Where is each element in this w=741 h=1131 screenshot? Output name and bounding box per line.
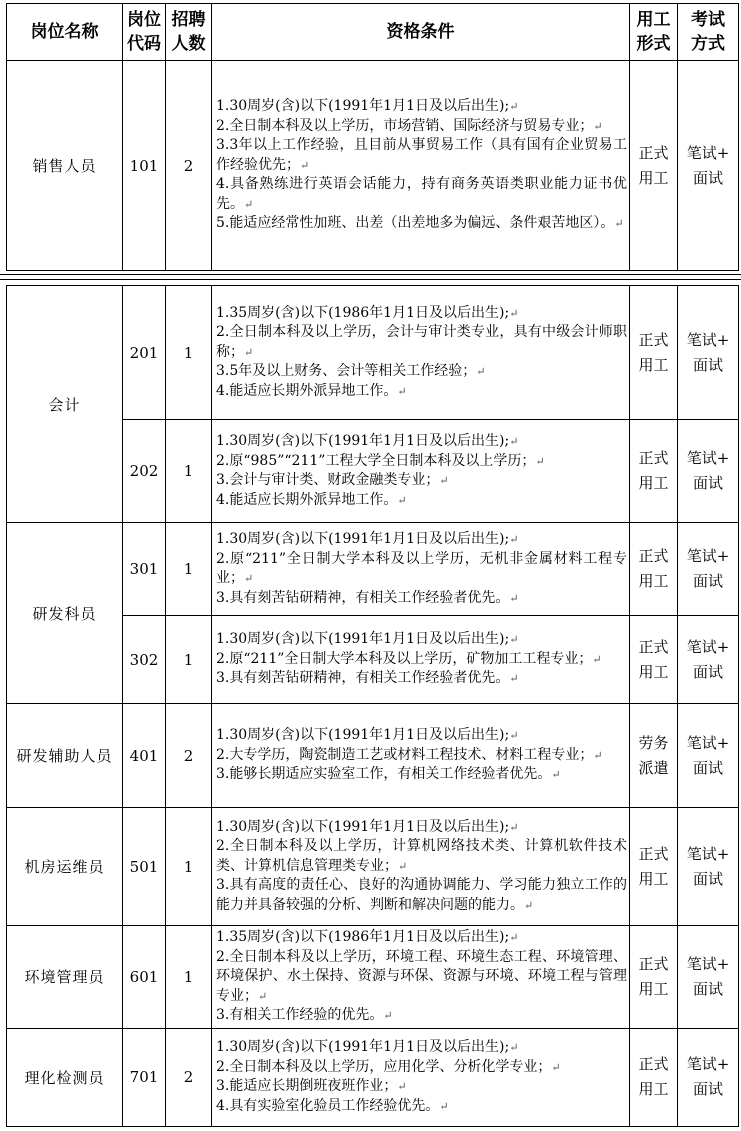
paragraph-mark: ↵ xyxy=(535,454,545,468)
paragraph-mark: ↵ xyxy=(244,345,254,359)
employment-type: 正式 用工 xyxy=(630,61,678,271)
exam-method: 笔试+ 面试 xyxy=(678,523,739,616)
paragraph-mark: ↵ xyxy=(593,119,603,133)
hire-count: 2 xyxy=(166,1028,212,1126)
paragraph-mark: ↵ xyxy=(509,435,519,448)
employment-type: 正式 用工 xyxy=(630,286,678,420)
table-row xyxy=(7,704,739,808)
exam-method: 笔试+ 面试 xyxy=(678,808,739,926)
paragraph-mark: ↵ xyxy=(509,306,519,320)
page-divider xyxy=(0,274,741,275)
position-code: 201 xyxy=(123,286,166,420)
employment-type: 正式 用工 xyxy=(630,420,678,523)
paragraph-mark: ↵ xyxy=(509,672,519,686)
header-exam-method: 考试 方式 xyxy=(678,4,739,61)
paragraph-mark: ↵ xyxy=(244,197,254,211)
table-row xyxy=(7,286,739,420)
employment-type: 正式 用工 xyxy=(630,1028,678,1126)
position-name: 研发科员 xyxy=(7,523,123,704)
paragraph-mark: ↵ xyxy=(439,1099,449,1113)
table-row xyxy=(7,523,739,616)
employment-type: 正式 用工 xyxy=(630,523,678,616)
qualification-conditions: 1.30周岁(含)以下(1991年1月1日及以后出生);↵ 2.原“211”全日制大学本科及以上学历，无机非金属材料工程专业；↵ 3.具有刻苦钻研精神，有相关工作经验者优先。↵ xyxy=(212,523,630,616)
header-code: 岗位 代码 xyxy=(123,4,166,61)
qualification-conditions: 1.35周岁(含)以下(1986年1月1日及以后出生);↵ 2.全日制本科及以上学历，环境工程、环境生态工程、环境管理、环境保护、水土保持、资源与环保、资源与环境、环境工程与管理专业；↵ 3.有相关工作经验的优先。↵ xyxy=(212,926,630,1029)
hire-count: 1 xyxy=(166,926,212,1029)
position-code: 701 xyxy=(123,1028,166,1126)
hire-count: 1 xyxy=(166,420,212,523)
paragraph-mark: ↵ xyxy=(551,768,561,782)
header-employment-type: 用工 形式 xyxy=(630,4,678,61)
qualification-conditions: 1.30周岁(含)以下(1991年1月1日及以后出生);↵ 2.原“211”全日制大学本科及以上学历，矿物加工工程专业；↵ 3.具有刻苦钻研精神，有相关工作经验者优先。↵ xyxy=(212,616,630,704)
exam-method: 笔试+ 面试 xyxy=(678,420,739,523)
exam-method: 笔试+ 面试 xyxy=(678,286,739,420)
paragraph-mark: ↵ xyxy=(509,633,519,647)
qualification-conditions: 1.30周岁(含)以下(1991年1月1日及以后出生);↵ 2.全日制本科及以上学历，市场营销、国际经济与贸易专业；↵ 3.3年以上工作经验，且目前从事贸易工作（具有国有企业贸易工作经验优先；↵ 4.具备熟练进行英语会话能力，持有商务英语类职业能力证书优先。↵ 5.能适应经常性加班、出差（出差地多为偏远、条件艰苦地区）。↵ xyxy=(212,61,630,271)
position-name: 环境管理员 xyxy=(7,926,123,1029)
paragraph-mark: ↵ xyxy=(300,158,310,172)
position-name: 会计 xyxy=(7,286,123,523)
table-row xyxy=(7,61,739,271)
paragraph-mark: ↵ xyxy=(509,820,519,834)
recruitment-table-main xyxy=(6,285,739,1127)
paragraph-mark: ↵ xyxy=(509,729,519,743)
employment-type: 劳务 派遣 xyxy=(630,704,678,808)
table-header-row xyxy=(7,4,739,61)
position-code: 401 xyxy=(123,704,166,808)
hire-count: 1 xyxy=(166,286,212,420)
employment-type: 正式 用工 xyxy=(630,808,678,926)
qualification-conditions: 1.30周岁(含)以下(1991年1月1日及以后出生);↵ 2.全日制本科及以上学历，应用化学、分析化学专业；↵ 3.能适应长期倒班夜班作业；↵ 4.具有实验室化验员工作经验优先。↵ xyxy=(212,1028,630,1126)
paragraph-mark: ↵ xyxy=(397,493,407,507)
paragraph-mark: ↵ xyxy=(524,898,534,912)
position-code: 202 xyxy=(123,420,166,523)
qualification-conditions: 1.30周岁(含)以下(1991年1月1日及以后出生);↵ 2.原“985”“211”工程大学全日制本科及以上学历；↵ 3.会计与审计类、财政金融类专业；↵ 4.能适应长期外派异地工作。↵ xyxy=(212,420,630,523)
paragraph-mark: ↵ xyxy=(509,1041,519,1054)
header-count: 招聘 人数 xyxy=(166,4,212,61)
employment-type: 正式 用工 xyxy=(630,926,678,1029)
recruitment-table-top xyxy=(6,3,739,271)
position-code: 501 xyxy=(123,808,166,926)
paragraph-mark: ↵ xyxy=(439,474,449,487)
position-name: 理化检测员 xyxy=(7,1028,123,1126)
qualification-conditions: 1.35周岁(含)以下(1986年1月1日及以后出生);↵ 2.全日制本科及以上学历，会计与审计类专业，具有中级会计师职称；↵ 3.5年及以上财务、会计等相关工作经验；↵ 4.能适应长期外派异地工作。↵ xyxy=(212,286,630,420)
paragraph-mark: ↵ xyxy=(551,1060,561,1074)
paragraph-mark: ↵ xyxy=(383,1009,393,1022)
exam-method: 笔试+ 面试 xyxy=(678,1028,739,1126)
employment-type: 正式 用工 xyxy=(630,616,678,704)
qualification-conditions: 1.30周岁(含)以下(1991年1月1日及以后出生);↵ 2.大专学历，陶瓷制造工艺或材料工程技术、材料工程专业；↵ 3.能够长期适应实验室工作，有相关工作经验者优先。↵ xyxy=(212,704,630,808)
page-divider xyxy=(0,279,741,280)
position-code: 301 xyxy=(123,523,166,616)
paragraph-mark: ↵ xyxy=(509,533,519,546)
paragraph-mark: ↵ xyxy=(593,748,603,762)
exam-method: 笔试+ 面试 xyxy=(678,616,739,704)
paragraph-mark: ↵ xyxy=(258,989,268,1003)
position-name: 销售人员 xyxy=(7,61,123,271)
paragraph-mark: ↵ xyxy=(592,652,602,666)
hire-count: 1 xyxy=(166,616,212,704)
paragraph-mark: ↵ xyxy=(244,572,254,585)
position-code: 101 xyxy=(123,61,166,271)
hire-count: 1 xyxy=(166,808,212,926)
position-name: 机房运维员 xyxy=(7,808,123,926)
table-row xyxy=(7,1028,739,1126)
header-conditions: 资格条件 xyxy=(212,4,630,61)
position-name: 研发辅助人员 xyxy=(7,704,123,808)
table-row xyxy=(7,808,739,926)
position-code: 601 xyxy=(123,926,166,1029)
paragraph-mark: ↵ xyxy=(397,1080,407,1093)
paragraph-mark: ↵ xyxy=(509,591,519,605)
table-row xyxy=(7,926,739,1029)
hire-count: 2 xyxy=(166,61,212,271)
paragraph-mark: ↵ xyxy=(398,859,408,873)
header-position-name: 岗位名称 xyxy=(7,4,123,61)
paragraph-mark: ↵ xyxy=(614,217,624,231)
qualification-conditions: 1.30周岁(含)以下(1991年1月1日及以后出生);↵ 2.全日制本科及以上学历，计算机网络技术类、计算机软件技术类、计算机信息管理类专业；↵ 3.具有高度的责任心、良好的沟通协调能力、学习能力独立工作的能力并具备较强的分析、判断和解决问题的能力。↵ xyxy=(212,808,630,926)
position-code: 302 xyxy=(123,616,166,704)
paragraph-mark: ↵ xyxy=(509,931,519,944)
exam-method: 笔试+ 面试 xyxy=(678,704,739,808)
hire-count: 2 xyxy=(166,704,212,808)
paragraph-mark: ↵ xyxy=(476,365,486,379)
paragraph-mark: ↵ xyxy=(509,100,519,114)
exam-method: 笔试+ 面试 xyxy=(678,926,739,1029)
exam-method: 笔试+ 面试 xyxy=(678,61,739,271)
hire-count: 1 xyxy=(166,523,212,616)
paragraph-mark: ↵ xyxy=(397,384,407,398)
